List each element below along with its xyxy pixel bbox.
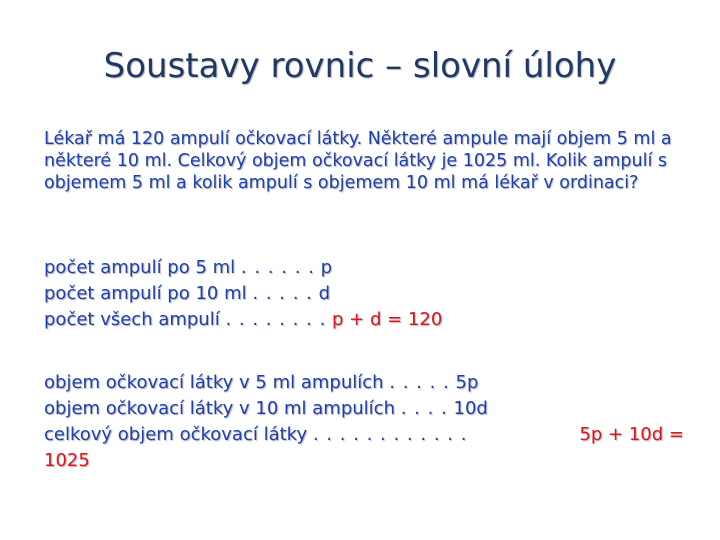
volume-value: 5p: [455, 372, 479, 393]
equation-2: 5p + 10d =: [579, 424, 684, 445]
count-line-10ml: [44, 281, 442, 307]
leader-dots: . . . . . . . .: [225, 309, 327, 330]
volume-label: objem očkovací látky v 5 ml ampulích: [44, 372, 384, 393]
volume-line-5ml: [44, 370, 684, 396]
leader-dots: . . . . . .: [240, 257, 315, 278]
count-value: d: [318, 283, 331, 304]
volume-block: [44, 370, 684, 474]
count-label: počet všech ampulí: [44, 309, 220, 330]
count-block: [44, 255, 442, 333]
volume-label: celkový objem očkovací látky: [44, 424, 308, 445]
slide-title: Soustavy rovnic – slovní úlohy: [103, 46, 617, 86]
leader-dots: . . . . . . . . . . . .: [312, 424, 468, 445]
count-line-5ml: [44, 255, 442, 281]
leader-dots: . . . . .: [252, 283, 313, 304]
count-value: p: [320, 257, 333, 278]
volume-value: 10d: [453, 398, 488, 419]
volume-line-total: [44, 422, 684, 448]
leader-dots: . . . . .: [389, 372, 450, 393]
volume-label: objem očkovací látky v 10 ml ampulích: [44, 398, 395, 419]
count-line-total: [44, 307, 442, 333]
volume-line-10ml: [44, 396, 684, 422]
leader-dots: . . . .: [400, 398, 448, 419]
equation-1: p + d = 120: [332, 309, 443, 330]
equation-2-continuation: 1025: [44, 450, 90, 471]
problem-text: Lékař má 120 ampulí očkovací látky. Některé ampule mají objem 5 ml a některé 10 ml. Celkový objem očkovací látky je 1025 ml. Kolik ampulí s objemem 5 ml a kolik ampulí s objemem 10 ml má lékař v ordinaci?: [44, 129, 672, 193]
count-label: počet ampulí po 10 ml: [44, 283, 247, 304]
count-label: počet ampulí po 5 ml: [44, 257, 236, 278]
